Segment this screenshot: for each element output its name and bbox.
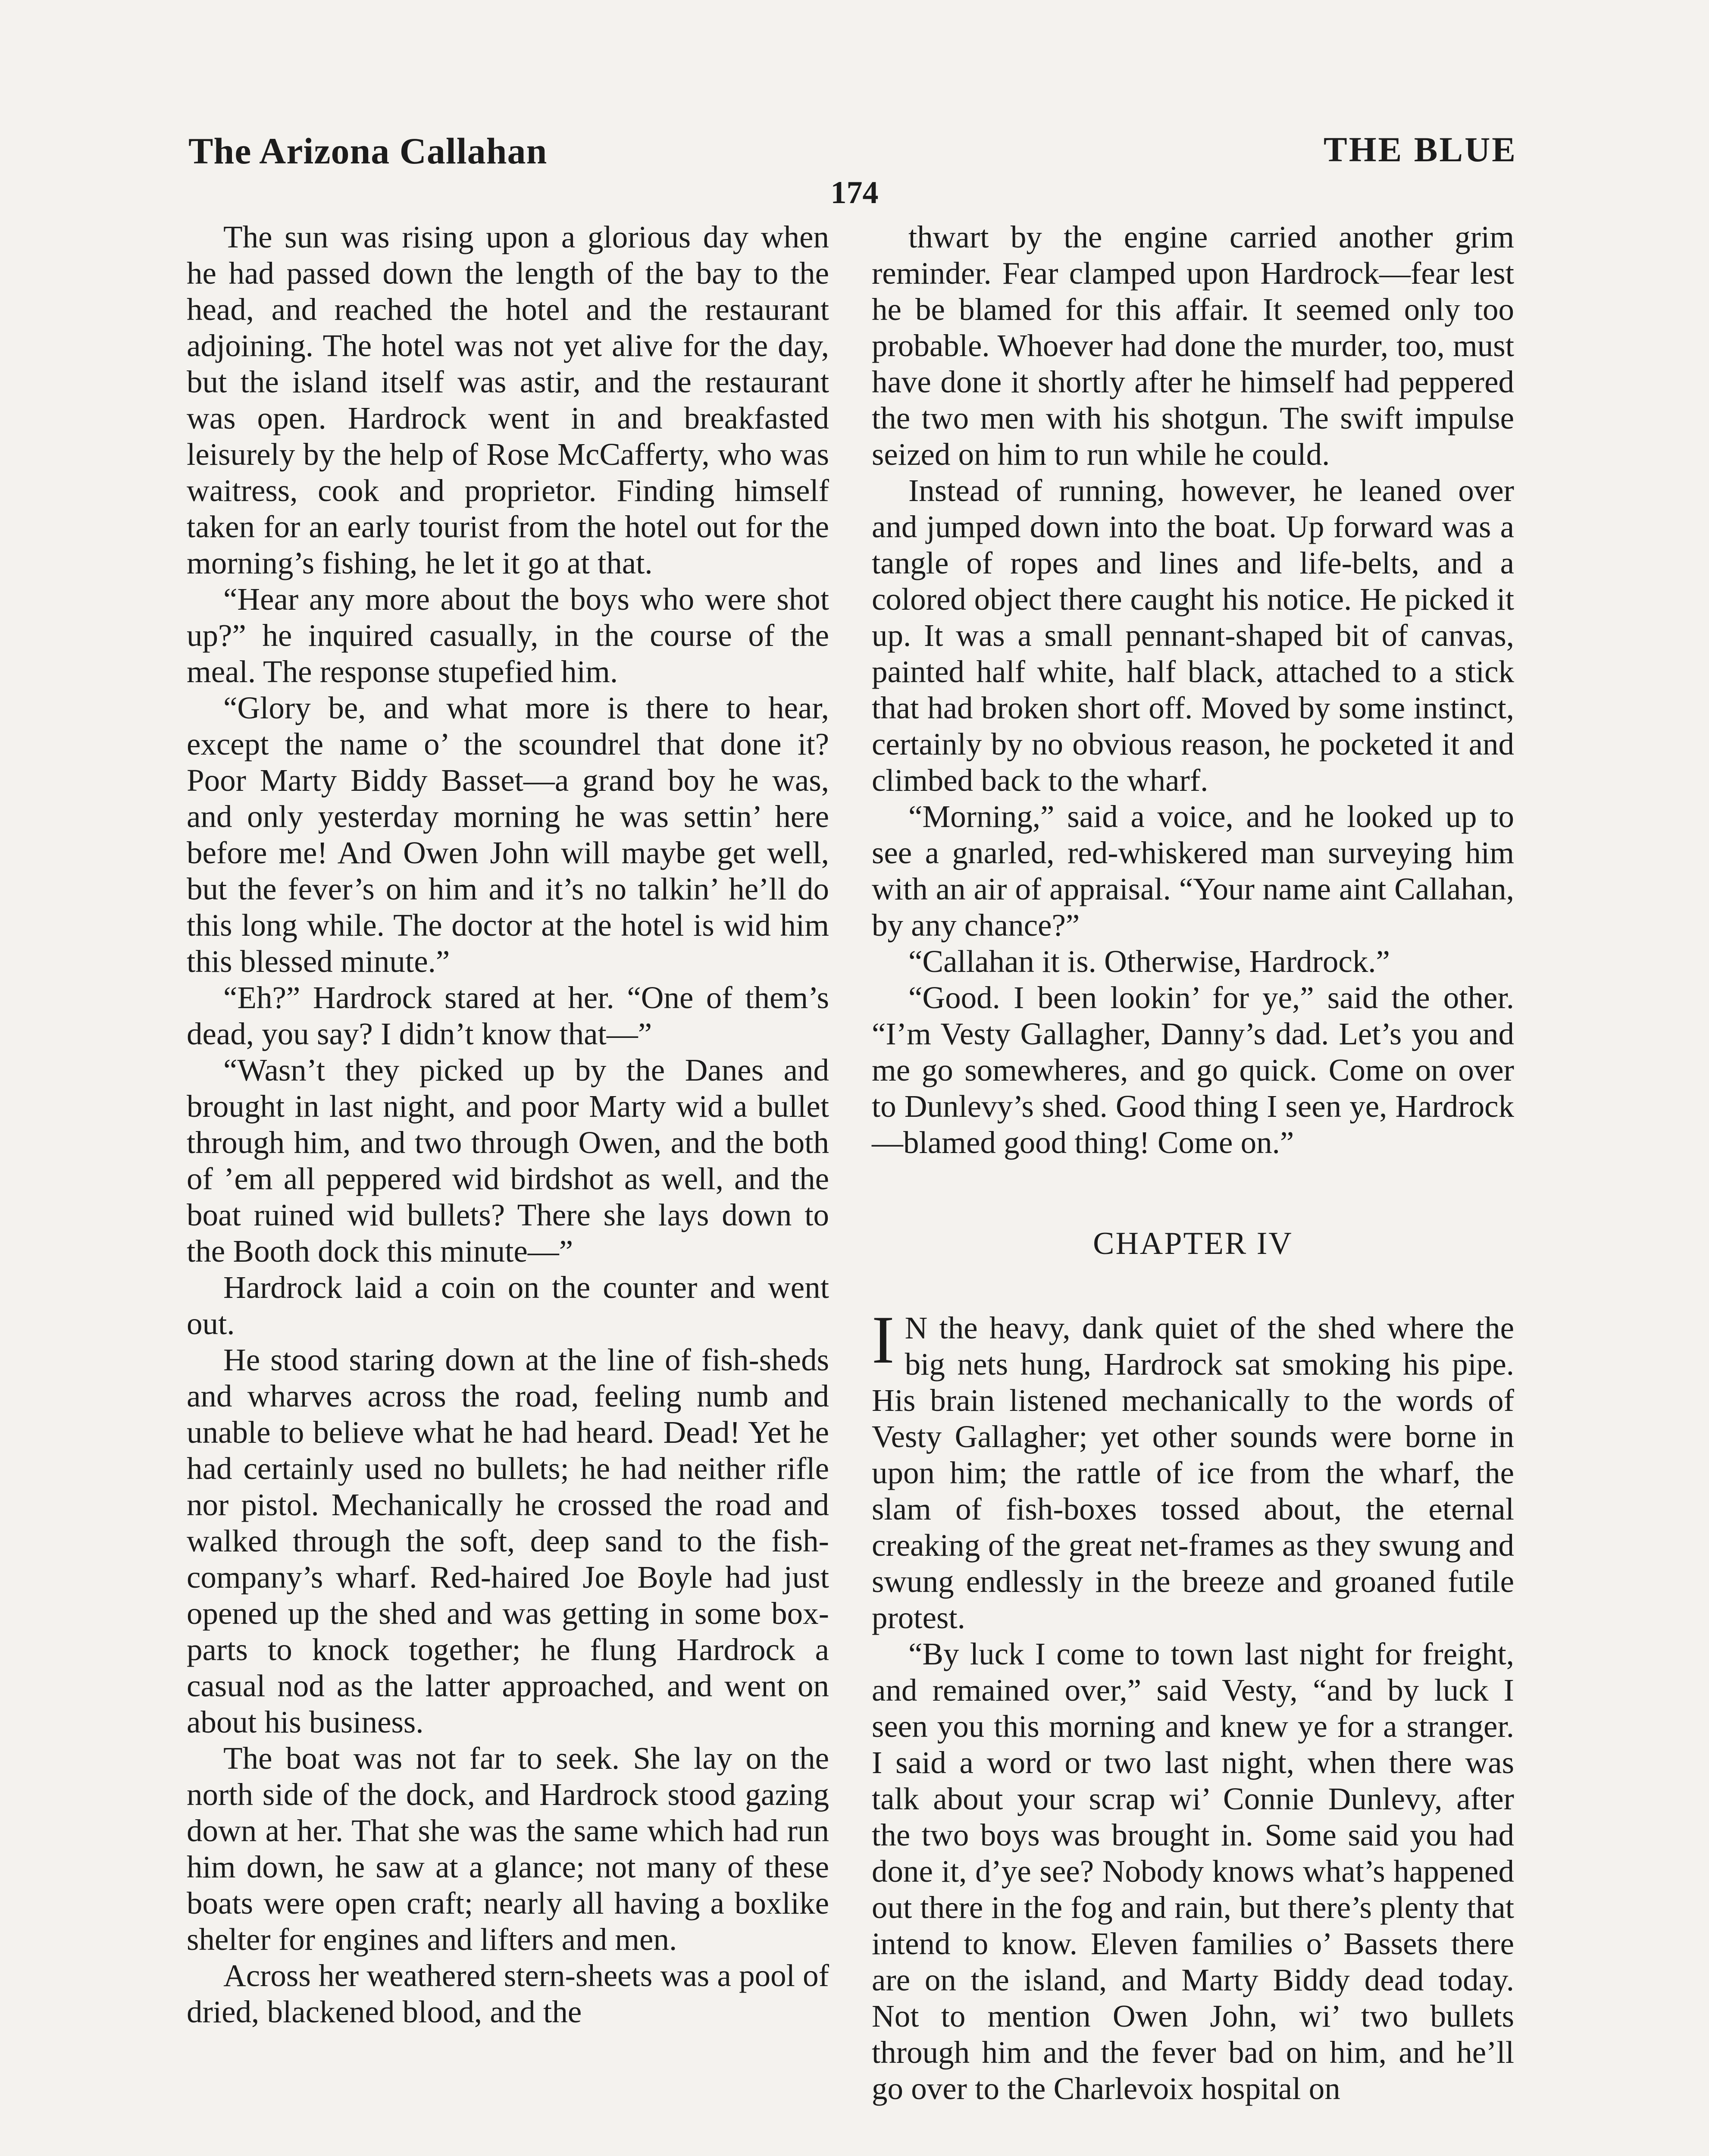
paragraph: “Good. I been lookin’ for ye,” said the other. “I’m Vesty Gallagher, Danny’s dad. Let’s you and me go somewheres, and go quick. Come on over to Dunlevy’s shed. Good thing I seen ye, Hardrock—blamed good thing! Come on.”	[872, 980, 1514, 1160]
paragraph: Instead of running, however, he leaned over and jumped down into the boat. Up forward was a tangle of ropes and lines and life-belts, and a colored object there caught his notice. He picked it up. It was a small pennant-shaped bit of canvas, painted half white, half black, attached to a stick that had broken short off. Moved by some instinct, certainly by no obvious reason, he pocketed it and climbed back to the wharf.	[872, 473, 1514, 798]
paragraph: “By luck I come to town last night for freight, and remained over,” said Vesty, “and by luck I seen you this morning and knew ye for a stranger. I said a word or two last night, when there was talk about your scrap wi’ Connie Dunlevy, after the two boys was brought in. Some said you had done it, d’ye see? Nobody knows what’s happened out there in the fog and rain, but there’s plenty that intend to know. Eleven families o’ Bassets there are on the island, and Marty Biddy dead today. Not to mention Owen John, wi’ two bullets through him and the fever bad on him, and he’ll go over to the Charlevoix hospital on	[872, 1636, 1514, 2106]
story-title: The Arizona Callahan	[188, 130, 548, 172]
page-number: 174	[830, 175, 879, 210]
paragraph: “Callahan it is. Otherwise, Hardrock.”	[908, 944, 1390, 979]
paragraph: “Morning,” said a voice, and he looked up to see a gnarled, red-whiskered man surveying him with an air of appraisal. “Your name aint Callahan, by any chance?”	[872, 799, 1514, 943]
chapter-heading: CHAPTER IV	[1093, 1226, 1293, 1261]
left-column	[187, 219, 829, 2030]
paragraph: Across her weathered stern-sheets was a pool of dried, blackened blood, and the	[187, 1958, 829, 2029]
paragraph: The boat was not far to seek. She lay on the north side of the dock, and Hardrock stood gazing down at her. That she was the same which had run him down, he saw at a glance; not many of these boats were open craft; nearly all having a boxlike shelter for engines and lifters and men.	[187, 1741, 829, 1957]
paragraph: Hardrock laid a coin on the counter and went out.	[187, 1270, 829, 1341]
paragraph: “Eh?” Hardrock stared at her. “One of them’s dead, you say? I didn’t know that—”	[187, 980, 829, 1051]
right-column	[872, 219, 1514, 2107]
magazine-title: THE BLUE	[1324, 130, 1517, 169]
paragraph: thwart by the engine carried another grim reminder. Fear clamped upon Hardrock—fear lest he be blamed for this affair. It seemed only too probable. Whoever had done the murder, too, must have done it shortly after he himself had peppered the two men with his shotgun. The swift impulse seized on him to run while he could.	[872, 219, 1514, 472]
paragraph: The sun was rising upon a glorious day when he had passed down the length of the bay to the head, and reached the hotel and the restaurant adjoining. The hotel was not yet alive for the day, but the island itself was astir, and the restaurant was open. Hardrock went in and breakfasted leisurely by the help of Rose McCafferty, who was waitress, cook and proprietor. Finding himself taken for an early tourist from the hotel out for the morning’s fishing, he let it go at that.	[187, 219, 829, 580]
drop-cap: I	[872, 1302, 895, 1378]
paragraph: “Glory be, and what more is there to hear, except the name o’ the scoundrel that done it? Poor Marty Biddy Basset—a grand boy he was, and only yesterday morning he was settin’ here before me! And Owen John will maybe get well, but the fever’s on him and it’s no talkin’ he’ll do this long while. The doctor at the hotel is wid him this blessed minute.”	[187, 690, 829, 979]
paragraph: He stood staring down at the line of fish-sheds and wharves across the road, feeling numb and unable to believe what he had heard. Dead! Yet he had certainly used no bullets; he had neither rifle nor pistol. Mechanically he crossed the road and walked through the soft, deep sand to the fish-company’s wharf. Red-haired Joe Boyle had just opened up the shed and was getting in some box-parts to knock together; he flung Hardrock a casual nod as the latter approached, and went on about his business.	[187, 1342, 829, 1739]
chapter-opening-paragraph	[872, 1302, 1514, 1636]
paragraph: “Wasn’t they picked up by the Danes and brought in last night, and poor Marty wid a bullet through him, and two through Owen, and the both of ’em all peppered wid birdshot as well, and the boat ruined wid bullets? There she lays down to the Booth dock this minute—”	[187, 1053, 829, 1269]
paragraph: “Hear any more about the boys who were shot up?” he inquired casually, in the course of the meal. The response stupefied him.	[187, 582, 829, 689]
chapter-opening-text: N the heavy, dank quiet of the shed where the big nets hung, Hardrock sat smoking his pipe. His brain listened mechanically to the words of Vesty Gallagher; yet other sounds were borne in upon him; the rattle of ice from the wharf, the slam of fish-boxes tossed about, the eternal creaking of the great net-frames as they swung and swung endlessly in the breeze and groaned futile protest.	[872, 1310, 1514, 1635]
